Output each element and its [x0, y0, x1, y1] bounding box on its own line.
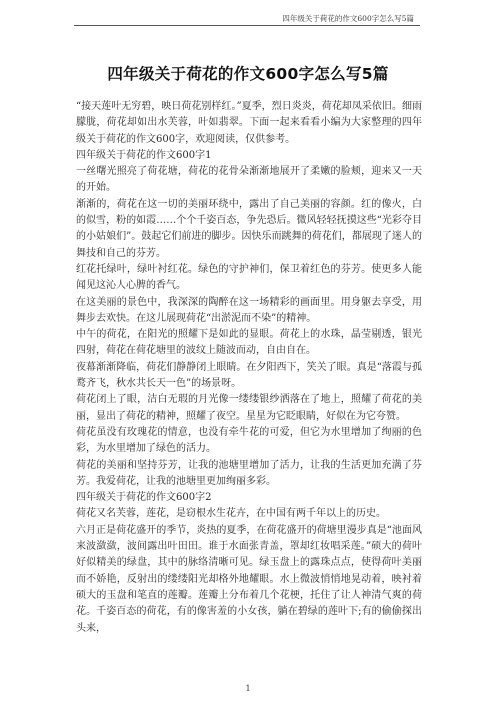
essay-1-paragraph: 一丝曙光照亮了荷花塘，荷花的花骨朵渐渐地展开了柔嫩的脸颊，迎来又一天的开始。	[76, 166, 422, 194]
document-title: 四年级关于荷花的作文600字怎么写5篇	[107, 65, 389, 83]
essay-1-paragraph: 红花托绿叶，绿叶衬红花。绿色的守护神们，保卫着红色的芬芳。使更多人能闻见这沁人心脾的香气。	[76, 263, 422, 292]
essay-1-paragraph: 中午的荷花，在阳光的照耀下是如此的显眼。荷花上的水珠，晶莹剔透，银光四射，荷花在荷花塘里的波纹上随波而动，自由自在。	[76, 329, 422, 357]
essay-1-paragraph: 荷花闭上了眼，洁白无瑕的月光像一缕缕银纱洒落在了地上，照耀了荷花的美丽，显出了荷花的精神，照耀了夜空。星星为它眨眼睛，好似在为它夸赞。	[76, 394, 422, 422]
essay-1-paragraph: 荷花虽没有玫瑰花的情意，也没有牵牛花的可爱，但它为水里增加了绚丽的色彩，为水里增加了绿色的活力。	[76, 426, 422, 455]
essay-1-paragraph: 渐渐的，荷花在这一切的美丽环绕中，露出了自己美丽的容颜。红的像火，白的似雪，粉的如霞……个个千姿百态，争先恐后。微风轻轻抚摸这些“光彩夺目的小姑娘们”。鼓起它们前进的脚步。因快乐而跳舞的荷花们，都展现了迷人的舞技和自己的芬芳。	[76, 198, 422, 259]
essay-2-heading: 四年级关于荷花的作文600字2	[76, 492, 212, 504]
header-divider	[74, 25, 420, 26]
essay-1-paragraph: 在这美丽的景色中，我深深的陶醉在这一场精彩的画面里。用身躯去享受，用舞步去欢快。在这儿展现荷花“出淤泥而不染”的精神。	[76, 296, 422, 324]
essay-1-paragraph: 荷花的美丽和坚持芬芳，让我的池塘里增加了活力，让我的生活更加充满了芬芳。我爱荷花，让我的池塘里更加绚丽多彩。	[76, 459, 422, 487]
essay-1-paragraph: 夜幕渐渐降临，荷花们静静闭上眼睛。在夕阳西下，笑关了眼。真是“落霞与孤鹜齐飞，秋水共长天一色”的场景呀。	[76, 361, 422, 390]
essay-1-heading: 四年级关于荷花的作文600字1	[76, 149, 212, 161]
essay-2-paragraph: 荷花又名芙蓉，莲花，是窃根水生花卉，在中国有两千年以上的历史。	[76, 508, 386, 520]
essay-2-paragraph: 六月正是荷花盛开的季节，炎热的夏季，在荷花盛开的荷塘里漫步真是“池面风来波潋潋，波间露出叶田田。谁于水面张青盖，罩却红妆唱采莲。”硕大的荷叶好似精美的绿盘，其中的脉络清晰可见。绿玉盘上的露珠点点，使得荷叶美丽而不娇艳，反射出的缕缕阳光却格外地耀眼。水上微波悄悄地晃动着，映衬着硕大的玉盘和笔直的莲瓣。莲瓣上分布着几个花梗，托住了让人神清气爽的荷花。千姿百态的荷花，有的像害羞的小女孩，躺在碧绿的莲叶下;有的偷偷探出头来，	[76, 524, 422, 634]
running-header: 四年级关于荷花的作文600字怎么写5篇	[282, 14, 414, 23]
document-body	[76, 99, 422, 637]
page-number: 1	[245, 684, 251, 693]
intro-paragraph: “接天莲叶无穷碧，映日荷花别样红。”夏季，烈日炎炎，荷花却凤采依旧。细雨朦胧，荷花却如出水芙蓉，叶如翡翠。下面一起来看看小编为大家整理的四年级关于荷花的作文600字，欢迎阅读，仅供参考。	[76, 101, 422, 145]
